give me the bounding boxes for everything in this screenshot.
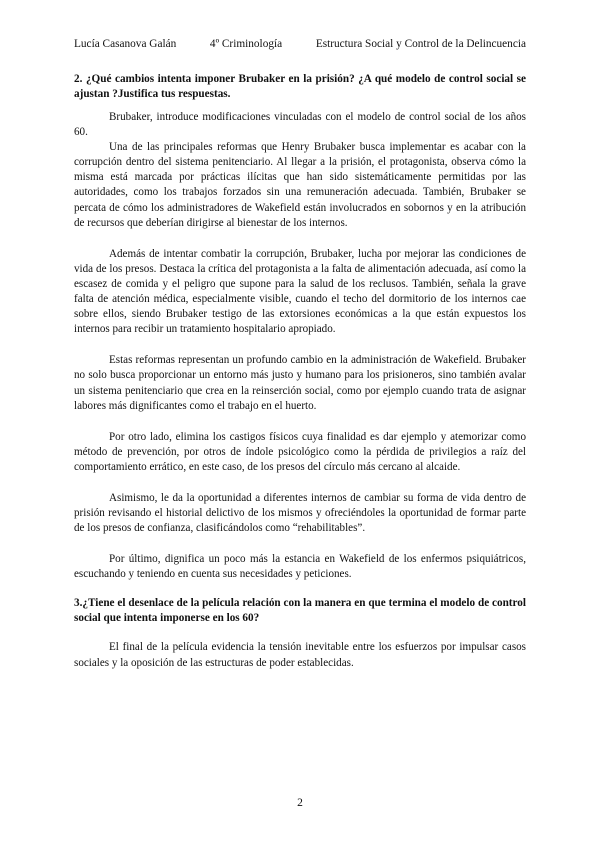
question-2-heading: 2. ¿Qué cambios intenta imponer Brubaker en la prisión? ¿A qué modelo de control social se ajustan ?Justifica tus respuestas. <box>74 73 526 100</box>
q2-paragraph-1: Brubaker, introduce modificaciones vinculadas con el modelo de control social de los años 60. <box>74 111 526 139</box>
q2-paragraph-5: Por otro lado, elimina los castigos físicos cuya finalidad es dar ejemplo y atemorizar como método de prevención, por otros de índole psicológico como la pérdida de privilegios a raíz del comportamiento errático, en este caso, de los presos del círculo más cercano al alcaide. <box>74 430 526 473</box>
q2-paragraph-3: Además de intentar combatir la corrupción, Brubaker, lucha por mejorar las condiciones de vida de los presos. Destaca la crítica del protagonista a la falta de alimentación adecuada, así como la escasez de comida y el peligro que supone para la salud de los reclusos. También, señala la grave falta de atención médica, especialmente visible, cuando el techo del dormitorio de los internos cae sobre ellos, siendo Brubaker testigo de las extorsiones económicas a la que están expuestos los internos para recibir un tratamiento hospitalario apropiado. <box>74 247 526 336</box>
question-3-heading: 3.¿Tiene el desenlace de la película relación con la manera en que termina el modelo de control social que intenta imponerse en los 60? <box>74 597 526 625</box>
page-number: 2 <box>297 797 303 809</box>
q2-paragraph-7: Por último, dignifica un poco más la estancia en Wakefield de los enfermos psiquiátricos, escuchando y teniendo en cuenta sus necesidades y peticiones. <box>74 553 526 581</box>
q2-paragraph-2: Una de las principales reformas que Henry Brubaker busca implementar es acabar con la corrupción dentro del sistema penitenciario. Al llegar a la prisión, el protagonista, observa cómo la misma está marcada por prácticas ilícitas que han sido sistemáticamente permitidas por las autoridades, como los trabajos forzados sin una remuneración adecuada. También, Brubaker se percata de cómo los administradores de Wakefield están involucrados en sobornos y en la atribución de recursos que deberían dirigirse al bienestar de los internos. <box>74 141 526 229</box>
document-body <box>74 72 526 671</box>
header-course: 4º Criminología <box>209 38 283 50</box>
header-author: Lucía Casanova Galán <box>74 38 177 50</box>
q3-paragraph-1: El final de la película evidencia la tensión inevitable entre los esfuerzos por impulsar casos sociales y la oposición de las estructuras de poder establecidas. <box>74 641 526 669</box>
header-subject: Estructura Social y Control de la Delincuencia <box>315 38 526 50</box>
q2-paragraph-6: Asimismo, le da la oportunidad a diferentes internos de cambiar su forma de vida dentro de prisión revisando el historial delictivo de los mismos y ofreciéndoles la oportunidad de formar parte de los presos de confianza, clasificándolos como “rehabilitables”. <box>74 491 526 535</box>
q2-paragraph-4: Estas reformas representan un profundo cambio en la administración de Wakefield. Brubaker no solo busca proporcionar un entorno más justo y humano para los prisioneros, sino también avalar un sistema penitenciario que crea en la reinserción social, como por ejemplo cuando trata de asignar labores más dignificantes como el trabajo en el huerto. <box>74 354 526 412</box>
page-header <box>74 38 526 50</box>
